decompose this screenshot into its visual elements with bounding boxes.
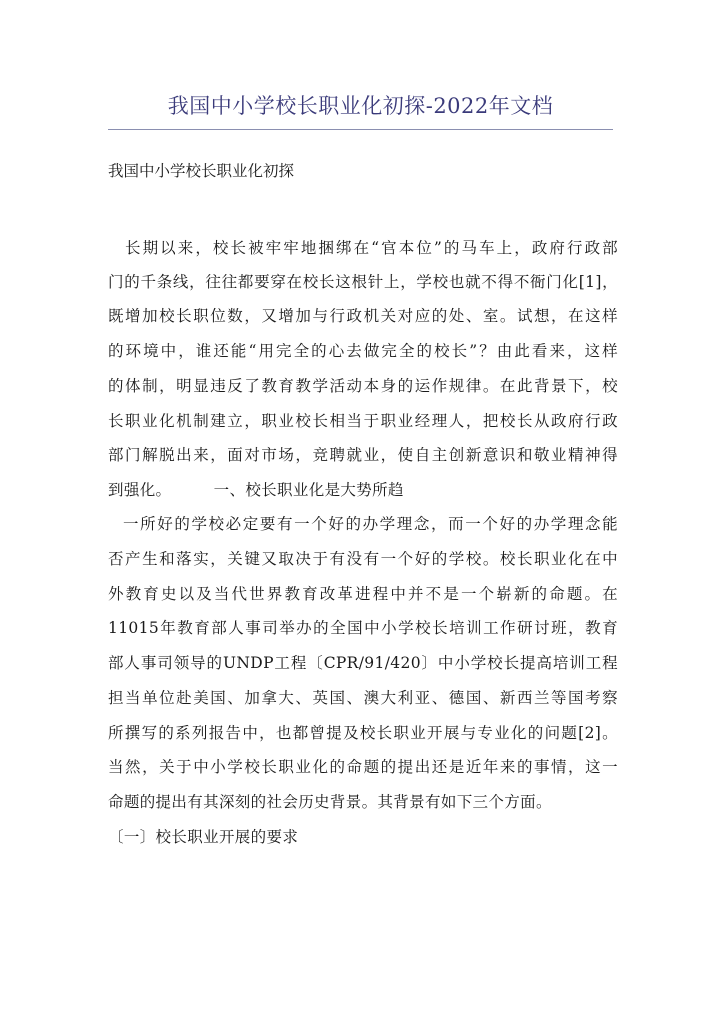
paragraph-line: 长职业化机制建立，职业校长相当于职业经理人，把校长从政府行政 bbox=[108, 412, 618, 430]
paragraph-line: 长期以来，校长被牢牢地捆绑在“官本位”的马车上，政府行政部 bbox=[125, 239, 618, 257]
paragraph-line-with-section-heading: 到强化。 一、校长职业化是大势所趋 bbox=[108, 481, 404, 499]
section-subheading: 〔一〕校长职业开展的要求 bbox=[108, 828, 299, 846]
paragraph-line: 部人事司领导的UNDP工程〔CPR/91/420〕中小学校长提高培训工程 bbox=[108, 654, 618, 672]
paragraph-line: 否产生和落实，关键又取决于有没有一个好的学校。校长职业化在中 bbox=[108, 550, 618, 568]
document-title: 我国中小学校长职业化初探-2022年文档 bbox=[167, 94, 554, 118]
paragraph-line: 担当单位赴美国、加拿大、英国、澳大利亚、德国、新西兰等国考察 bbox=[108, 689, 618, 707]
paragraph-line: 的环境中，谁还能“用完全的心去做完全的校长”？由此看来，这样 bbox=[108, 342, 618, 360]
paragraph-line: 外教育史以及当代世界教育改革进程中并不是一个崭新的命题。在 bbox=[108, 585, 618, 603]
paragraph-line: 命题的提出有其深刻的社会历史背景。其背景有如下三个方面。 bbox=[108, 793, 552, 811]
paragraph-line: 的体制，明显违反了教育教学活动本身的运作规律。在此背景下，校 bbox=[108, 377, 618, 395]
paragraph-line: 当然，关于中小学校长职业化的命题的提出还是近年来的事情，这一 bbox=[108, 758, 618, 776]
paragraph-line: 门的千条线，往往都要穿在校长这根针上，学校也就不得不衙门化[1]， bbox=[108, 273, 618, 291]
title-divider bbox=[108, 129, 613, 130]
paragraph-line: 一所好的学校必定要有一个好的办学理念，而一个好的办学理念能 bbox=[123, 515, 618, 533]
paragraph-line: 部门解脱出来，面对市场，竞聘就业，使自主创新意识和敬业精神得 bbox=[108, 446, 618, 464]
paragraph-line: 11015年教育部人事司举办的全国中小学校长培训工作研讨班，教育 bbox=[108, 619, 618, 637]
article-heading: 我国中小学校长职业化初探 bbox=[108, 162, 295, 180]
paragraph-line: 所撰写的系列报告中，也都曾提及校长职业开展与专业化的问题[2]。 bbox=[108, 724, 618, 742]
paragraph-line: 既增加校长职位数，又增加与行政机关对应的处、室。试想，在这样 bbox=[108, 307, 618, 325]
